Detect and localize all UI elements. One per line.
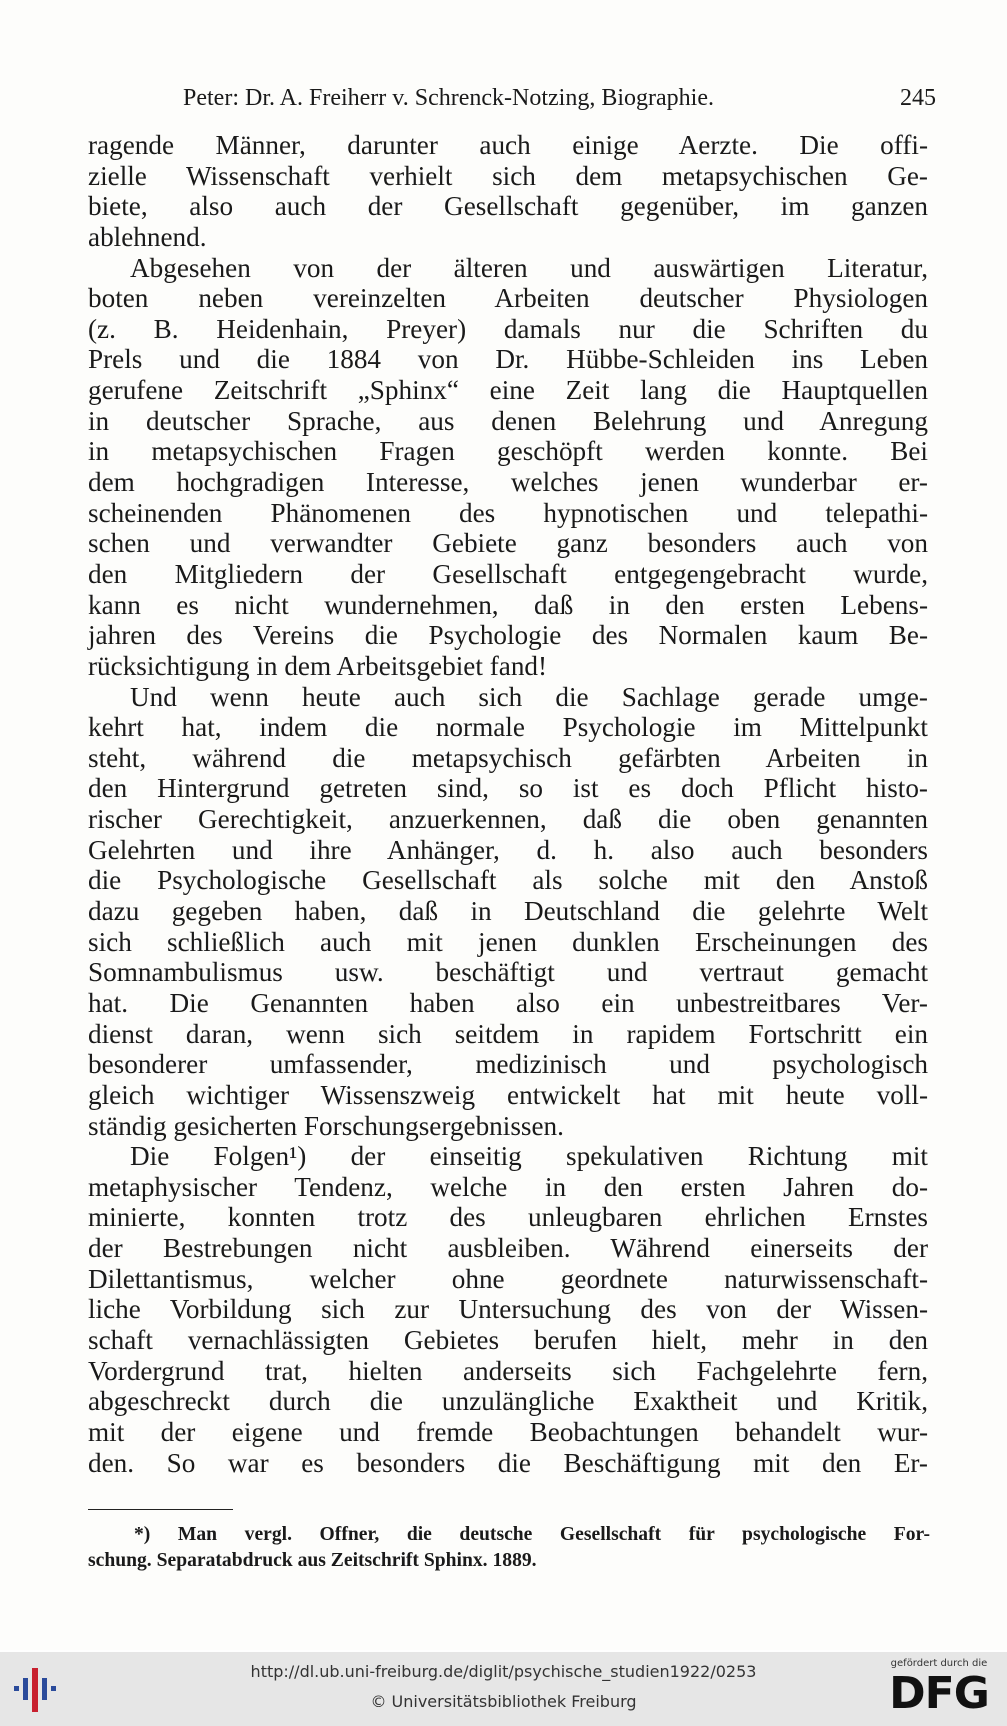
text-line: liche Vorbildung sich zur Untersuchung des von der Wissen- <box>88 1294 928 1325</box>
text-line: Vordergrund trat, hielten anderseits sich Fachgelehrte fern, <box>88 1355 928 1386</box>
text-line: mit der eigene und fremde Beobachtungen behandelt wur- <box>88 1416 928 1447</box>
text-line: gerufene Zeitschrift „Sphinx“ eine Zeit lang die Hauptquellen <box>88 375 928 406</box>
text-line: besonderer umfassender, medizinisch und psychologisch <box>88 1049 928 1080</box>
page-number: 245 <box>900 85 936 111</box>
text-line: schaft vernachlässigten Gebietes berufen hielt, mehr in den <box>88 1324 928 1355</box>
footnote-line: *) Man vergl. Offner, die deutsche Gesellschaft für psychologische For- <box>134 1524 930 1545</box>
text-line: metaphysischer Tendenz, welche in den ersten Jahren do- <box>88 1171 928 1202</box>
body-text <box>88 130 928 1478</box>
text-line: sich schließlich auch mit jenen dunklen Erscheinungen des <box>88 926 928 957</box>
text-line: jahren des Vereins die Psychologie des Normalen kaum Be- <box>88 620 928 651</box>
text-line: Dilettantismus, welcher ohne geordnete naturwissenschaft- <box>88 1263 928 1294</box>
footnote-rule <box>88 1509 233 1510</box>
copyright-notice: © Universitätsbibliothek Freiburg <box>370 1692 637 1711</box>
text-line: dazu gegeben haben, daß in Deutschland die gelehrte Welt <box>88 896 928 927</box>
dfg-logo: DFG <box>889 1668 989 1719</box>
text-line: (z. B. Heidenhain, Preyer) damals nur die Schriften du <box>88 313 928 344</box>
text-line: Prels und die 1884 von Dr. Hübbe-Schleiden ins Leben <box>88 344 928 375</box>
text-line: boten neben vereinzelten Arbeiten deutscher Physiologen <box>88 283 928 314</box>
text-line: abgeschreckt durch die unzulängliche Exaktheit und Kritik, <box>88 1386 928 1417</box>
viewer-footer <box>0 1652 1007 1726</box>
text-line: der Bestrebungen nicht ausbleiben. Während einerseits der <box>88 1233 928 1264</box>
text-line: hat. Die Genannten haben also ein unbestreitbares Ver- <box>88 987 928 1018</box>
text-line: ablehnend. <box>88 221 207 252</box>
text-line: den. So war es besonders die Beschäftigung mit den Er- <box>88 1447 928 1478</box>
text-line: ragende Männer, darunter auch einige Aerzte. Die offi- <box>88 130 928 160</box>
text-line: Und wenn heute auch sich die Sachlage gerade umge- <box>130 681 928 712</box>
text-line: Somnambulismus usw. beschäftigt und vertraut gemacht <box>88 957 928 988</box>
text-line: dem hochgradigen Interesse, welches jenen wunderbar er- <box>88 467 928 498</box>
text-line: dienst daran, wenn sich seitdem in rapidem Fortschritt ein <box>88 1018 928 1049</box>
text-line: kann es nicht wundernehmen, daß in den ersten Lebens- <box>88 589 928 620</box>
text-line: zielle Wissenschaft verhielt sich dem metapsychischen Ge- <box>88 160 928 191</box>
text-line: in deutscher Sprache, aus denen Belehrung und Anregung <box>88 405 928 436</box>
text-line: ständig gesicherten Forschungsergebnissen. <box>88 1110 564 1141</box>
text-line: rischer Gerechtigkeit, anzuerkennen, daß die oben genannten <box>88 804 928 835</box>
text-line: biete, also auch der Gesellschaft gegenüber, im ganzen <box>88 191 928 222</box>
running-header <box>88 80 936 116</box>
text-line: den Mitgliedern der Gesellschaft entgegengebracht wurde, <box>88 558 928 589</box>
running-title: Peter: Dr. A. Freiherr v. Schrenck-Notzing, Biographie. <box>183 85 714 111</box>
text-line: Gelehrten und ihre Anhänger, d. h. also auch besonders <box>88 834 928 865</box>
permalink-url[interactable]: http://dl.ub.uni-freiburg.de/diglit/psychische_studien1922/0253 <box>250 1662 757 1681</box>
funder-block <box>883 1658 995 1722</box>
funding-caption: gefördert durch die <box>890 1658 988 1669</box>
text-line: rücksichtigung in dem Arbeitsgebiet fand! <box>88 650 548 681</box>
footnotes <box>88 1522 930 1574</box>
footnote-line: schung. Separatabdruck aus Zeitschrift Sphinx. 1889. <box>88 1550 537 1571</box>
text-line: minierte, konnten trotz des unleugbaren ehrlichen Ernstes <box>88 1202 928 1233</box>
text-line: steht, während die metapsychisch gefärbten Arbeiten in <box>88 742 928 773</box>
text-line: kehrt hat, indem die normale Psychologie im Mittelpunkt <box>88 712 928 743</box>
text-line: die Psychologische Gesellschaft als solche mit den Anstoß <box>88 865 928 896</box>
text-line: schen und verwandter Gebiete ganz besonders auch von <box>88 528 928 559</box>
text-line: Abgesehen von der älteren und auswärtigen Literatur, <box>130 252 928 283</box>
text-line: gleich wichtiger Wissenszweig entwickelt hat mit heute voll- <box>88 1079 928 1110</box>
text-line: in metapsychischen Fragen geschöpft werden konnte. Bei <box>88 436 928 467</box>
text-line: scheinenden Phänomenen des hypnotischen und telepathi- <box>88 497 928 528</box>
text-line: den Hintergrund getreten sind, so ist es doch Pflicht histo- <box>88 773 928 804</box>
text-line: Die Folgen¹) der einseitig spekulativen Richtung mit <box>130 1141 928 1172</box>
